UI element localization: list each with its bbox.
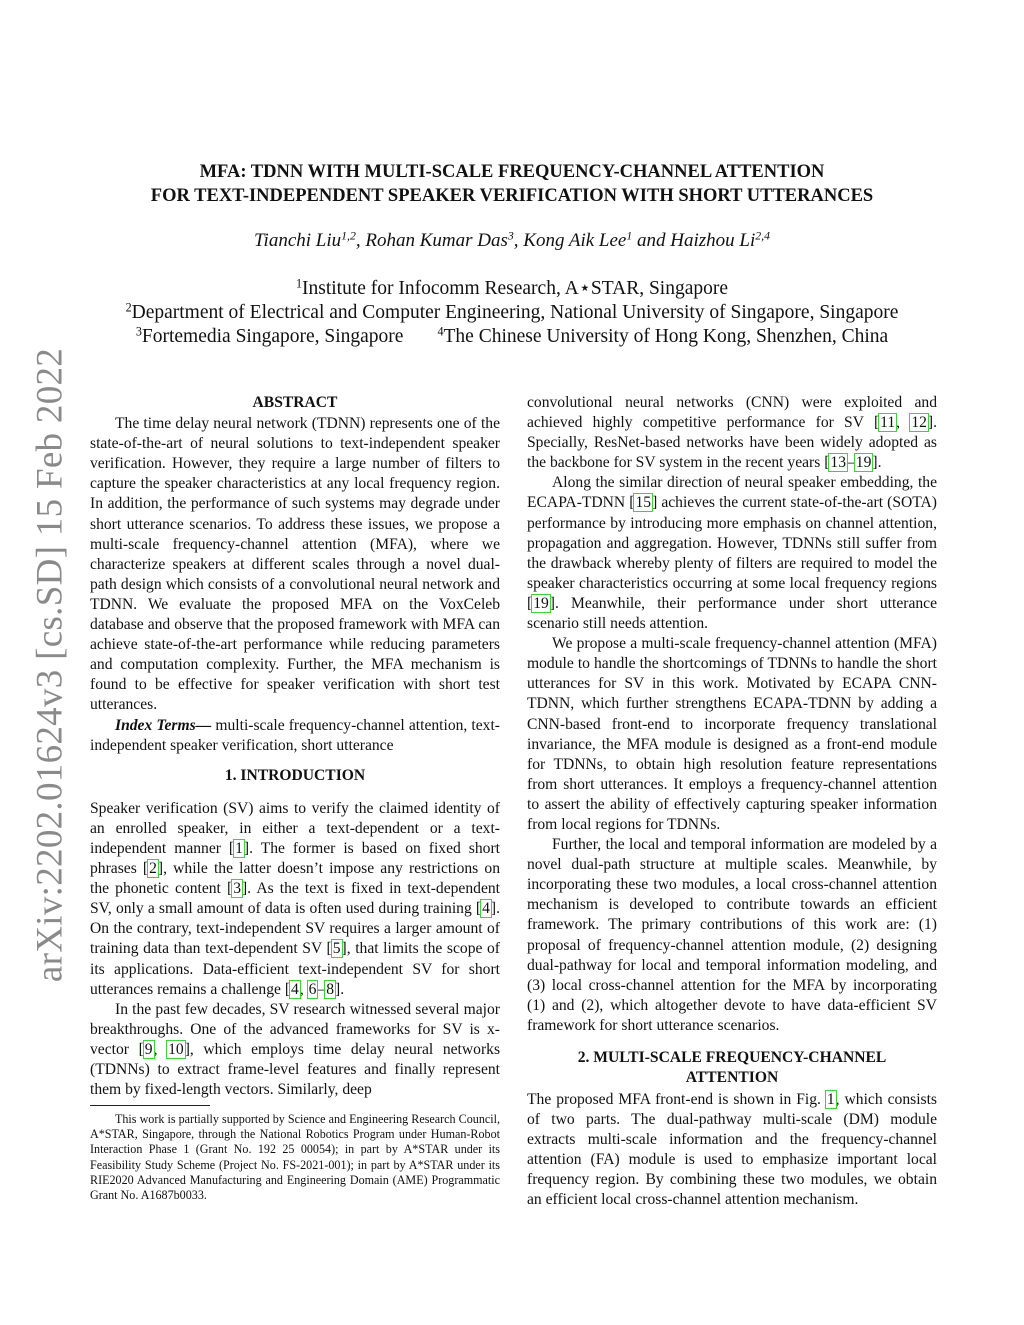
- affiliation-4: [437, 325, 888, 349]
- intro-paragraph-5: Further, the local and temporal information are modeled by a novel dual-path structure at multiple scales. Meanwhile, by incorporating these two modules, a local cross-channel attention mechanism is developed to contribute towards an efficient framework. The primary contributions of this work are: (1) proposal of frequency-channel attention module, (2) designing dual-pathway for local and temporal information modeling, and (3) local cross-channel attention for the MFA by incorporating (1) and (2), which altogether devote to have data-efficient SV framework for short utterance scenarios.: [527, 836, 937, 1034]
- intro-paragraph-1: [90, 799, 500, 1000]
- index-terms: [90, 716, 500, 756]
- text-run: convolutional neural networks (CNN) were exploited and achieved highly competitive performance for SV [: [527, 394, 937, 432]
- intro-paragraph-2: [90, 1000, 500, 1100]
- text-run: –: [317, 980, 326, 998]
- author-name: Tianchi Liu: [254, 230, 342, 251]
- citation-link[interactable]: 1: [235, 839, 243, 857]
- author-affil-mark: 1,2: [341, 229, 356, 243]
- arxiv-id: arXiv:2202.01624v3 [cs.SD] 15 Feb 2022: [29, 347, 71, 983]
- intro-heading: 1. INTRODUCTION: [224, 766, 366, 784]
- index-terms-text: multi-scale frequency-channel attention, text-independent speaker verification, short utterance: [90, 716, 501, 754]
- citation-link[interactable]: 9: [144, 1040, 153, 1058]
- affil-text: Department of Electrical and Computer Engineering, National University of Singapore, Singapore: [131, 302, 899, 323]
- right-column: [527, 393, 937, 1211]
- citation-link[interactable]: 11: [880, 414, 896, 432]
- text-run: ,: [896, 414, 911, 432]
- text-run: –: [847, 454, 855, 472]
- abstract-text: The time delay neural network (TDNN) represents one of the state-of-the-art of neural solutions to text-independent speaker verification. However, they require a large number of filters to capture the speaker characteristics at any local frequency region. In addition, the performance of such systems may degrade under short utterance scenarios. To address these issues, we propose a multi-scale frequency-channel attention (MFA), where we characterize speakers at different scales through a novel dual-path design which consists of a convolutional neural network and TDNN. We evaluate the proposed MFA on the VoxCeleb database and observe that the proposed framework with MFA can achieve state-of-the-art performance while reducing parameters and computation complexity. Further, the MFA mechanism is found to be effective for speaker verification with short test utterances.: [90, 415, 500, 714]
- text-run: ]. Specially, ResNet-based networks have been widely adopted as the backbone for SV system in the recent years [: [527, 414, 938, 472]
- text-run: ]. As the text is fixed in text-dependent SV, only a small amount of data is often used during training [: [90, 880, 500, 918]
- citation-link[interactable]: 4: [482, 900, 490, 918]
- affiliations: [90, 277, 934, 349]
- author-affil-mark: 1: [626, 229, 633, 243]
- intro-paragraph-2-continued: [527, 393, 937, 473]
- title-line-2: FOR TEXT-INDEPENDENT SPEAKER VERIFICATION WITH SHORT UTTERANCES: [150, 186, 874, 206]
- text-run: ] achieves the current state-of-the-art (SOTA) performance by introducing more emphasis on channel attention, propagation and aggregation. However, TDNNs still suffer from the drawback whereby plenty of filters are required to model the speaker characteristics occurring at some local frequency regions [: [527, 494, 937, 612]
- section-2-heading-line-1: 2. MULTI-SCALE FREQUENCY-CHANNEL: [577, 1049, 887, 1066]
- author-name: Rohan Kumar Das: [365, 230, 508, 251]
- affil-mark: 2: [125, 300, 132, 315]
- text-run: ], that limits the scope of its applications. Data-efficient text-independent SV for short utterances remains a challenge [: [90, 940, 500, 998]
- intro-paragraph-4: We propose a multi-scale frequency-channel attention (MFA) module to handle the shortcomings of TDNNs to handle the short utterances for SV in this work. Motivated by ECAPA CNN-TDNN, which further strengthens ECAPA-TDNN by adding a CNN-based front-end to incorporate frequency translational invariance, the MFA module is designed as a front-end module for TDNNs, to obtain high resolution feature representations from short utterances. It employs a frequency-channel attention to assert the ability of effectively capturing speaker information from local regions for TDNNs.: [527, 635, 937, 833]
- text-run: Speaker verification (SV) aims to verify the claimed identity of an enrolled speaker, in either a text-dependent or a text-independent manner [: [90, 799, 500, 857]
- citation-link[interactable]: 4: [291, 980, 299, 998]
- affil-mark: 1: [295, 276, 302, 291]
- citation-link[interactable]: 19: [533, 594, 549, 612]
- text-run: ,: [299, 980, 308, 998]
- author-separator: ,: [355, 230, 366, 251]
- figure-link[interactable]: 1: [826, 1091, 835, 1108]
- citation-link[interactable]: 15: [635, 494, 652, 512]
- author-separator: and: [632, 230, 671, 251]
- affiliation-1: [90, 277, 934, 301]
- section-2-heading: [527, 1048, 937, 1088]
- author-name: Kong Aik Lee: [523, 230, 627, 251]
- author-affil-mark: 2,4: [755, 229, 770, 243]
- footnote-text: This work is partially supported by Science and Engineering Research Council, A*STAR, Singapore, through the National Robotics Program under Human-Robot Interaction Phase 1 (Grant No. 192 25 00054); in part by A*STAR under its Feasibility Study Scheme (Project No. FS-2021-001); in part by A*STAR under its RIE2020 Advanced Manufacturing and Engineering Domain (AME) Programmatic Grant No. A1687b0033.: [90, 1112, 500, 1203]
- title-line-1: MFA: TDNN WITH MULTI-SCALE FREQUENCY-CHANNEL ATTENTION: [199, 162, 825, 182]
- footnote: [90, 1105, 500, 1203]
- text-run: In the past few decades, SV research witnessed several major breakthroughs. One of the advanced frameworks for SV is x-vector [: [90, 1000, 500, 1058]
- citation-link[interactable]: 2: [149, 860, 157, 878]
- intro-paragraph-3: [527, 473, 937, 634]
- affiliation-row-3: [90, 325, 934, 349]
- section-2-paragraph-1: [527, 1090, 937, 1211]
- affiliation-3: [136, 325, 404, 349]
- left-column: [90, 393, 500, 1100]
- author-name: Haizhou Li: [670, 230, 756, 251]
- index-terms-label: Index Terms—: [115, 716, 212, 734]
- text-run: ].: [872, 454, 882, 472]
- arxiv-stamp: [20, 347, 80, 983]
- citation-link[interactable]: 3: [233, 880, 241, 898]
- affil-text: The Chinese University of Hong Kong, Shenzhen, China: [443, 326, 889, 347]
- citation-link[interactable]: 5: [332, 940, 341, 958]
- author-separator: ,: [513, 230, 524, 251]
- citation-link[interactable]: 19: [855, 454, 872, 472]
- text-run: ], which employs time delay neural networks (TDNNs) to extract frame-level features and finally represent them by fixed-length vectors. Similarly, deep: [90, 1040, 501, 1099]
- text-run: , which consists of two parts. The dual-pathway multi-scale (DM) module extracts multi-scale information and the frequency-channel attention (FA) module is used to emphasize important local frequency region. By combining these two modules, we obtain an efficient local cross-channel attention mechanism.: [527, 1091, 937, 1209]
- footnote-rule: [90, 1105, 210, 1106]
- citation-link[interactable]: 12: [911, 414, 927, 432]
- citation-link[interactable]: 8: [326, 980, 335, 998]
- text-run: ]. On the contrary, text-independent SV requires a larger amount of training data than text-dependent SV [: [90, 900, 500, 958]
- affiliation-2: [90, 301, 934, 325]
- citation-link[interactable]: 10: [168, 1040, 184, 1058]
- affil-text: Fortemedia Singapore, Singapore: [141, 326, 404, 347]
- text-run: ]. Meanwhile, their performance under short utterance scenario still needs attention.: [527, 594, 937, 633]
- paper-title: [100, 160, 924, 208]
- section-2-heading-line-2: ATTENTION: [685, 1069, 779, 1086]
- text-run: The proposed MFA front-end is shown in Fig.: [527, 1091, 826, 1108]
- affil-mark: 3: [135, 324, 142, 339]
- citation-link[interactable]: 6: [308, 980, 317, 998]
- text-run: ], while the latter doesn’t impose any restrictions on the phonetic content [: [90, 860, 500, 898]
- abstract-heading: ABSTRACT: [252, 394, 338, 411]
- text-run: Along the similar direction of neural speaker embedding, the ECAPA-TDNN [: [527, 474, 937, 512]
- text-run: ]. The former is based on fixed short phrases [: [90, 839, 500, 878]
- affil-mark: 4: [437, 324, 444, 339]
- affil-text: Institute for Infocomm Research, A⋆STAR, Singapore: [302, 278, 729, 299]
- author-affil-mark: 3: [507, 229, 514, 243]
- text-run: ,: [153, 1040, 168, 1058]
- text-run: ].: [335, 980, 345, 998]
- author-list: [100, 230, 924, 252]
- citation-link[interactable]: 13: [830, 454, 846, 472]
